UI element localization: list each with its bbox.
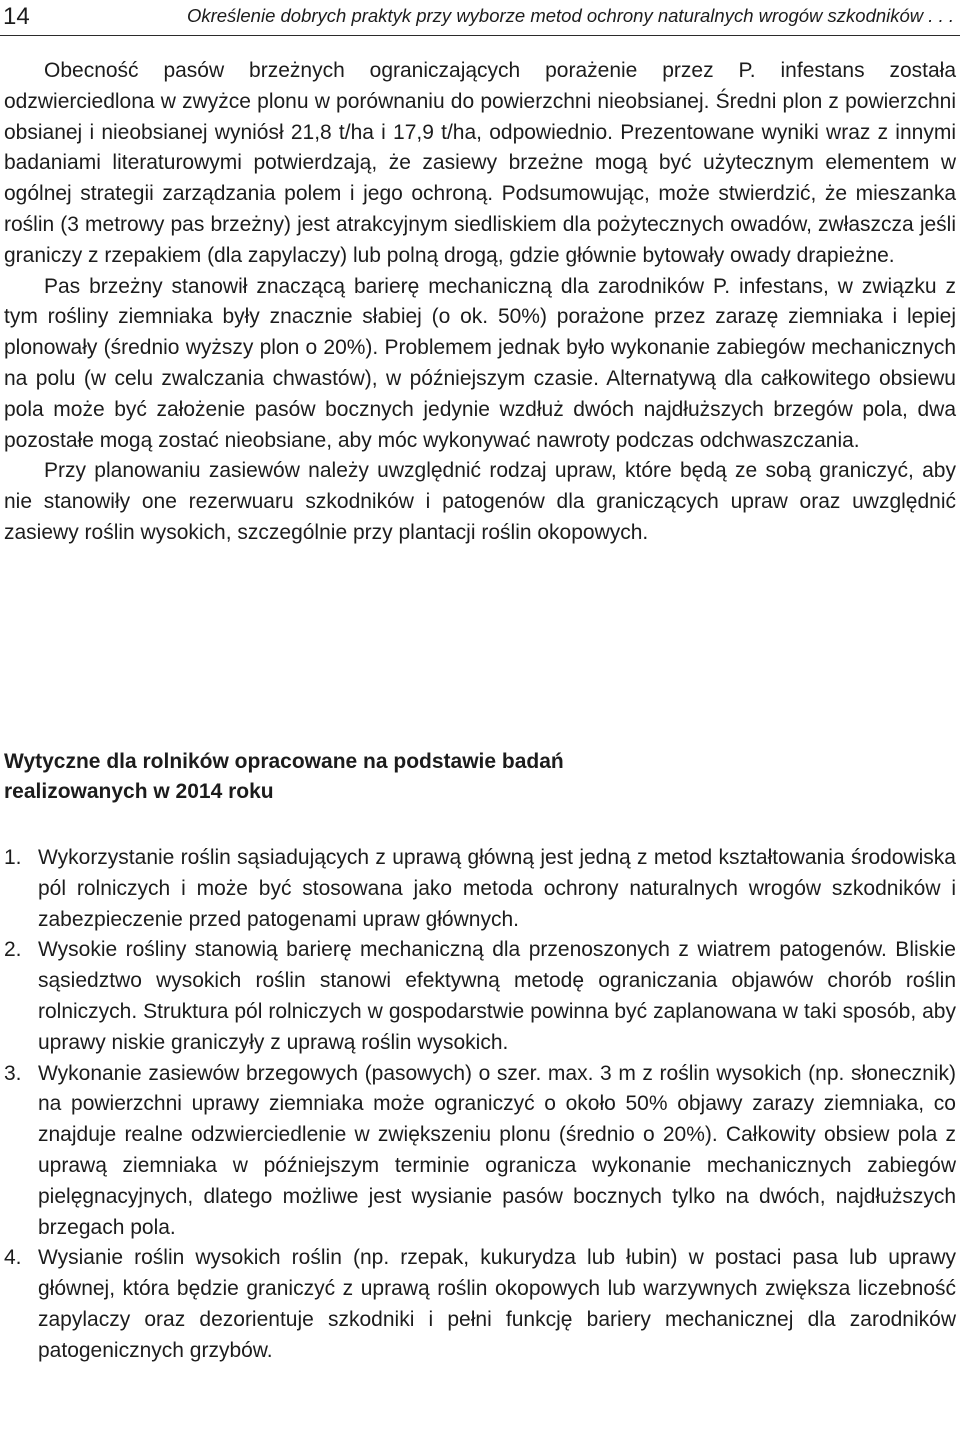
paragraph: Pas brzeżny stanowił znaczącą barierę mechaniczną dla zarodników P. infestans, w związku z tym rośliny ziemniaka były znacznie słabiej (o ok. 50%) porażone przez zarazę ziemniaka i lepiej plonowały (średnio wyższy plon o 20%). Problemem jednak było wykonanie zabiegów mechanicznych na polu (w celu zwalczania chwastów), w późniejszym czasie. Alternatywą dla całkowitego obsiewu pola może być założenie pasów bocznych jedynie wzdłuż dwóch najdłuższych brzegów pola, dwa pozostałe mogą zostać nieobsiane, aby móc wykonywać nawroty podczas odchwaszczania.	[4, 274, 956, 452]
list-item	[4, 935, 956, 1058]
list-item-number: 3.	[4, 1061, 22, 1085]
paragraph: Przy planowaniu zasiewów należy uwzględnić rodzaj upraw, które będą ze sobą graniczyć, aby nie stanowiły one rezerwuaru szkodników i patogenów dla graniczących upraw oraz uwzględnić zasiewy roślin wysokich, szczególnie przy plantacji roślin okopowych.	[4, 459, 956, 544]
list-item	[4, 1059, 956, 1244]
section-heading: Wytyczne dla rolników opracowane na podstawie badań realizowanych w 2014 roku	[4, 750, 564, 803]
running-head: Określenie dobrych praktyk przy wyborze metod ochrony naturalnych wrogów szkodników . . .	[186, 5, 954, 26]
page-header	[0, 0, 960, 36]
list-item-number: 4.	[4, 1246, 22, 1270]
list-item-text: Wykorzystanie roślin sąsiadujących z uprawą główną jest jedną z metod kształtowania środowiska pól rolniczych i może być stosowana jako metoda ochrony naturalnych wrogów szkodników i zabezpieczenie przed patogenami upraw głównych.	[38, 846, 956, 931]
paragraph: Obecność pasów brzeżnych ograniczających porażenie przez P. infestans została odzwierciedlona w zwyżce plonu w porównaniu do powierzchni nieobsianej. Średni plon z powierzchni obsianej i nieobsianej wyniósł 21,8 t/ha i 17,9 t/ha, odpowiednio. Prezentowane wyniki wraz z innymi badaniami literaturowymi potwierdzają, że zasiewy brzeżne mogą być użytecznym elementem w ogólnej strategii zarządzania polem i jego ochroną. Podsumowując, może stwierdzić, że mieszanka roślin (3 metrowy pas brzeżny) jest atrakcyjnym siedliskiem dla pożytecznych owadów, zwłaszcza jeśli graniczy z rzepakiem (dla zapylaczy) lub polną drogą, gdzie głównie bytowały owady drapieżne.	[4, 59, 956, 267]
list-item	[4, 1243, 956, 1366]
header-divider	[0, 35, 960, 36]
list-item-number: 2.	[4, 938, 22, 962]
list-item-number: 1.	[4, 846, 22, 869]
list-item	[4, 843, 956, 935]
list-item-text: Wysokie rośliny stanowią barierę mechaniczną dla przenoszonych z wiatrem patogenów. Bliskie sąsiedztwo wysokich roślin stanowi efektywną metodę ograniczania objawów chorób roślin rolniczych. Struktura pól rolniczych w gospodarstwie powinna być zaplanowana w taki sposób, aby uprawy niskie graniczyły z uprawą roślin wysokich.	[38, 938, 956, 1054]
guidelines-list	[4, 843, 956, 1367]
list-item-text: Wysianie roślin wysokich roślin (np. rzepak, kukurydza lub łubin) w postaci pasa lub uprawy głównej, która będzie graniczyć z uprawą roślin okopowych lub warzywnych zwiększa liczebność zapylaczy oraz dezorientuje szkodniki i pełni funkcję bariery mechanicznej dla zarodników patogenicznych grzybów.	[38, 1246, 956, 1362]
page-number: 14	[3, 3, 30, 30]
body-text	[4, 56, 956, 549]
list-item-text: Wykonanie zasiewów brzegowych (pasowych) o szer. max. 3 m z roślin wysokich (np. słonecznik) na powierzchni uprawy ziemniaka może ograniczyć o około 50% objawy zarazy ziemniaka, co znajduje realne odzwierciedlenie w zwiększeniu plonu (średnio o 20%). Całkowity obsiew pola z uprawą ziemniaka w późniejszym terminie ogranicza wykonanie mechanicznych zabiegów pielęgnacyjnych, dlatego możliwe jest wysianie pasów bocznych tylko na dwóch, najdłuższych brzegach pola.	[38, 1061, 956, 1239]
